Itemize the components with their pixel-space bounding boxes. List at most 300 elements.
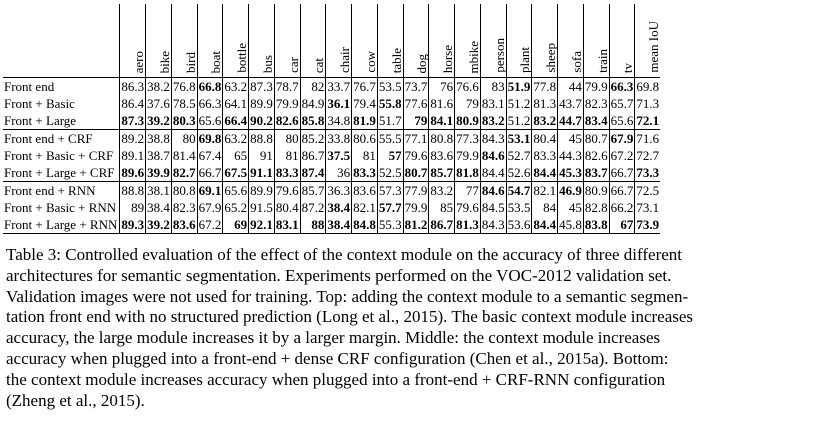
cell-value: 36 xyxy=(337,165,351,180)
cell-value: 82.1 xyxy=(353,200,376,215)
cell-value: 80.6 xyxy=(353,131,376,146)
table-cell xyxy=(609,199,635,216)
table-cell xyxy=(377,112,403,130)
cell-value: 77 xyxy=(465,183,479,198)
table-cell xyxy=(352,95,378,112)
table-cell xyxy=(377,130,403,148)
table-row xyxy=(3,130,660,148)
table-cell xyxy=(223,78,249,96)
column-header-label: cat xyxy=(311,57,327,73)
table-cell xyxy=(455,147,481,164)
table-row xyxy=(3,216,660,234)
table-cell xyxy=(197,147,223,164)
cell-value: 77.1 xyxy=(404,131,428,146)
table-cell xyxy=(249,112,275,130)
table-cell xyxy=(583,112,609,130)
table-cell xyxy=(249,130,275,148)
cell-value: 84.1 xyxy=(430,113,454,128)
cell-value: 76.6 xyxy=(456,79,479,94)
cell-value: 83.3 xyxy=(275,165,299,180)
cell-value: 79 xyxy=(465,96,479,111)
table-cell xyxy=(146,130,172,148)
cell-value: 76 xyxy=(440,79,454,94)
cell-value: 38.4 xyxy=(147,200,170,215)
cell-value: 67.2 xyxy=(610,148,634,163)
table-cell xyxy=(403,147,429,164)
cell-value: 81.2 xyxy=(404,217,428,232)
table-cell xyxy=(558,216,584,234)
table-cell xyxy=(480,216,506,234)
table-cell xyxy=(274,199,300,216)
cell-value: 38.1 xyxy=(147,183,170,198)
table-cell xyxy=(583,164,609,182)
table-cell xyxy=(480,182,506,200)
column-header-label: bike xyxy=(156,50,172,73)
cell-value: 83.1 xyxy=(481,96,505,111)
cell-value: 45.3 xyxy=(559,165,582,180)
cell-value: 43.7 xyxy=(559,96,582,111)
table-cell xyxy=(300,216,326,234)
mean-iou-cell xyxy=(635,199,660,216)
cell-value: 81 xyxy=(285,148,299,163)
cell-value: 85.7 xyxy=(430,165,454,180)
cell-value: 89.9 xyxy=(250,183,273,198)
table-cell xyxy=(326,199,352,216)
cell-value: 79 xyxy=(414,113,428,128)
table-cell xyxy=(532,147,558,164)
cell-value: 73.1 xyxy=(636,200,660,215)
column-header xyxy=(506,4,532,78)
table-cell xyxy=(583,78,609,96)
cell-value: 81.3 xyxy=(533,96,557,111)
cell-value: 80.3 xyxy=(172,113,196,128)
cell-value: 65.6 xyxy=(198,113,222,128)
column-header-label: aero xyxy=(131,50,147,73)
cell-value: 80.4 xyxy=(275,200,299,215)
cell-value: 84.5 xyxy=(481,200,505,215)
table-cell xyxy=(120,199,146,216)
table-cell xyxy=(583,182,609,200)
table-cell xyxy=(377,147,403,164)
table-cell xyxy=(197,164,223,182)
table-cell xyxy=(609,130,635,148)
column-header xyxy=(455,4,481,78)
mean-iou-cell xyxy=(635,182,660,200)
cell-value: 53.5 xyxy=(378,79,402,94)
table-cell xyxy=(120,216,146,234)
cell-value: 67 xyxy=(620,217,634,232)
cell-value: 67.9 xyxy=(198,200,222,215)
table-cell xyxy=(120,112,146,130)
table-cell xyxy=(146,164,172,182)
cell-value: 77.8 xyxy=(533,79,557,94)
table-cell xyxy=(146,147,172,164)
table-cell xyxy=(377,199,403,216)
column-header-label: person xyxy=(491,38,507,73)
table-cell xyxy=(326,78,352,96)
table-cell xyxy=(377,78,403,96)
column-header-label: sheep xyxy=(543,43,559,73)
cell-value: 65.7 xyxy=(610,96,634,111)
cell-value: 63.2 xyxy=(224,131,248,146)
table-cell xyxy=(506,182,532,200)
table-cell xyxy=(352,182,378,200)
cell-value: 45 xyxy=(568,131,582,146)
cell-value: 84.8 xyxy=(353,217,376,232)
cell-value: 55.5 xyxy=(378,131,402,146)
cell-value: 85.7 xyxy=(301,183,325,198)
column-header xyxy=(223,4,249,78)
mean-iou-cell xyxy=(635,147,660,164)
cell-value: 38.4 xyxy=(327,217,351,232)
cell-value: 51.2 xyxy=(507,113,531,128)
table-cell xyxy=(532,112,558,130)
table-cell xyxy=(480,112,506,130)
table-cell xyxy=(532,199,558,216)
table-cell xyxy=(120,130,146,148)
table-cell xyxy=(429,95,455,112)
cell-value: 66.3 xyxy=(610,79,634,94)
cell-value: 80.7 xyxy=(584,131,608,146)
column-header xyxy=(197,4,223,78)
table-cell xyxy=(480,164,506,182)
row-label: Front end + CRF xyxy=(3,130,120,148)
column-header xyxy=(120,4,146,78)
cell-value: 90.2 xyxy=(250,113,273,128)
table-cell xyxy=(300,112,326,130)
table-cell xyxy=(171,147,197,164)
table-cell xyxy=(403,95,429,112)
cell-value: 88.8 xyxy=(121,183,145,198)
table-cell xyxy=(326,130,352,148)
table-cell xyxy=(223,164,249,182)
table-cell xyxy=(558,130,584,148)
cell-value: 65.2 xyxy=(224,200,248,215)
table-cell xyxy=(455,130,481,148)
table-cell xyxy=(197,216,223,234)
cell-value: 81.8 xyxy=(456,165,479,180)
table-cell xyxy=(171,164,197,182)
cell-value: 77.3 xyxy=(456,131,479,146)
cell-value: 83.1 xyxy=(275,217,299,232)
cell-value: 86.7 xyxy=(301,148,325,163)
table-cell xyxy=(352,164,378,182)
column-header xyxy=(377,4,403,78)
table-cell xyxy=(429,164,455,182)
table-cell xyxy=(197,182,223,200)
cell-value: 83.7 xyxy=(584,165,608,180)
table-cell xyxy=(274,95,300,112)
row-label: Front + Large xyxy=(3,112,120,130)
column-header xyxy=(635,4,660,78)
cell-value: 80 xyxy=(182,131,196,146)
column-header xyxy=(532,4,558,78)
table-cell xyxy=(274,216,300,234)
table-cell xyxy=(480,78,506,96)
table-cell xyxy=(455,112,481,130)
column-header-label: chair xyxy=(337,47,353,73)
table-cell xyxy=(558,147,584,164)
cell-value: 80.7 xyxy=(404,165,428,180)
cell-value: 82.6 xyxy=(275,113,299,128)
cell-value: 84 xyxy=(543,200,557,215)
cell-value: 80.8 xyxy=(430,131,454,146)
table-cell xyxy=(532,95,558,112)
cell-value: 72.1 xyxy=(636,113,660,128)
column-header xyxy=(249,4,275,78)
table-cell xyxy=(506,95,532,112)
table-cell xyxy=(609,78,635,96)
cell-value: 72.5 xyxy=(636,183,660,198)
table-cell xyxy=(274,182,300,200)
table-cell xyxy=(146,78,172,96)
table-cell xyxy=(352,112,378,130)
cell-value: 82.3 xyxy=(172,200,196,215)
cell-value: 57 xyxy=(388,148,402,163)
column-header xyxy=(326,4,352,78)
table-cell xyxy=(146,112,172,130)
table-cell xyxy=(403,78,429,96)
cell-value: 86.4 xyxy=(121,96,145,111)
table-cell xyxy=(197,112,223,130)
cell-value: 83.8 xyxy=(584,217,608,232)
table-cell xyxy=(223,216,249,234)
caption-line: accuracy, the large module increases it by a larger margin. Middle: the context module increases xyxy=(6,328,661,348)
cell-value: 79.4 xyxy=(353,96,376,111)
row-label: Front + Basic xyxy=(3,95,120,112)
table-cell xyxy=(120,147,146,164)
cell-value: 37.5 xyxy=(327,148,351,163)
cell-value: 87.3 xyxy=(250,79,273,94)
cell-value: 65 xyxy=(234,148,248,163)
row-label: Front end xyxy=(3,78,120,96)
column-header-label: horse xyxy=(440,44,456,73)
table-cell xyxy=(480,199,506,216)
table-cell xyxy=(558,78,584,96)
cell-value: 86.3 xyxy=(121,79,145,94)
cell-value: 83.6 xyxy=(353,183,376,198)
mean-iou-cell xyxy=(635,164,660,182)
cell-value: 52.7 xyxy=(507,148,531,163)
column-header-label: table xyxy=(388,47,404,73)
cell-value: 54.7 xyxy=(507,183,531,198)
cell-value: 44 xyxy=(568,79,582,94)
table-cell xyxy=(352,130,378,148)
table-cell xyxy=(429,182,455,200)
cell-value: 34.8 xyxy=(327,113,351,128)
table-cell xyxy=(480,147,506,164)
table-row xyxy=(3,78,660,96)
cell-value: 83.4 xyxy=(584,113,608,128)
header-corner xyxy=(3,4,120,78)
table-cell xyxy=(326,216,352,234)
table-cell xyxy=(326,182,352,200)
cell-value: 91.1 xyxy=(250,165,273,180)
table-cell xyxy=(171,216,197,234)
cell-value: 77.9 xyxy=(404,183,428,198)
table-caption xyxy=(6,245,834,411)
cell-value: 66.2 xyxy=(610,200,634,215)
cell-value: 52.5 xyxy=(378,165,402,180)
cell-value: 66.7 xyxy=(610,165,634,180)
table-cell xyxy=(403,164,429,182)
cell-value: 79.9 xyxy=(275,96,299,111)
column-header-label: tv xyxy=(620,62,636,73)
table-cell xyxy=(120,78,146,96)
cell-value: 84.6 xyxy=(481,148,505,163)
column-header-label: cow xyxy=(362,51,378,73)
cell-value: 37.6 xyxy=(147,96,170,111)
table-row xyxy=(3,182,660,200)
cell-value: 73.3 xyxy=(636,165,660,180)
cell-value: 80.8 xyxy=(172,183,196,198)
table-row xyxy=(3,199,660,216)
mean-iou-cell xyxy=(635,216,660,234)
cell-value: 76.8 xyxy=(172,79,196,94)
table-cell xyxy=(146,182,172,200)
row-label: Front + Basic + RNN xyxy=(3,199,120,216)
cell-value: 73.7 xyxy=(404,79,428,94)
table-cell xyxy=(377,216,403,234)
column-header xyxy=(171,4,197,78)
table-cell xyxy=(583,95,609,112)
cell-value: 79.9 xyxy=(404,200,428,215)
column-header-label: mbike xyxy=(465,40,481,73)
table-cell xyxy=(480,95,506,112)
table-cell xyxy=(120,182,146,200)
cell-value: 57.3 xyxy=(378,183,402,198)
table-cell xyxy=(609,112,635,130)
cell-value: 69.1 xyxy=(198,183,222,198)
table-cell xyxy=(352,78,378,96)
table-cell xyxy=(532,164,558,182)
cell-value: 69.8 xyxy=(636,79,660,94)
table-cell xyxy=(403,182,429,200)
table-cell xyxy=(300,95,326,112)
table-cell xyxy=(583,216,609,234)
table-cell xyxy=(403,130,429,148)
cell-value: 81.6 xyxy=(430,96,454,111)
cell-value: 84.4 xyxy=(533,217,557,232)
cell-value: 87.3 xyxy=(121,113,145,128)
cell-value: 53.6 xyxy=(507,217,531,232)
table-cell xyxy=(223,95,249,112)
table-header-row xyxy=(3,4,660,78)
column-header-label: train xyxy=(594,49,610,73)
cell-value: 83 xyxy=(491,79,505,94)
cell-value: 87.4 xyxy=(301,165,325,180)
cell-value: 66.4 xyxy=(224,113,248,128)
table-cell xyxy=(429,78,455,96)
cell-value: 83.2 xyxy=(430,183,454,198)
table-cell xyxy=(455,164,481,182)
table-cell xyxy=(146,199,172,216)
cell-value: 84.9 xyxy=(301,96,325,111)
cell-value: 83.2 xyxy=(481,113,505,128)
cell-value: 89 xyxy=(131,200,145,215)
table-cell xyxy=(249,216,275,234)
cell-value: 44.7 xyxy=(559,113,582,128)
table-cell xyxy=(455,182,481,200)
row-label: Front end + RNN xyxy=(3,182,120,200)
table-cell xyxy=(274,130,300,148)
cell-value: 67.4 xyxy=(198,148,222,163)
cell-value: 88 xyxy=(311,217,325,232)
table-cell xyxy=(532,216,558,234)
table-body xyxy=(3,78,660,234)
cell-value: 33.7 xyxy=(327,79,351,94)
cell-value: 38.4 xyxy=(327,200,351,215)
cell-value: 67.5 xyxy=(224,165,248,180)
table-row xyxy=(3,95,660,112)
cell-value: 79.6 xyxy=(275,183,299,198)
cell-value: 89.2 xyxy=(121,131,145,146)
cell-value: 84.3 xyxy=(481,131,505,146)
table-cell xyxy=(326,95,352,112)
table-cell xyxy=(300,130,326,148)
cell-value: 51.7 xyxy=(378,113,402,128)
table-cell xyxy=(403,199,429,216)
cell-value: 89.6 xyxy=(121,165,145,180)
cell-value: 72.7 xyxy=(636,148,660,163)
cell-value: 92.1 xyxy=(250,217,273,232)
cell-value: 66.7 xyxy=(610,183,634,198)
cell-value: 39.2 xyxy=(147,217,170,232)
table-cell xyxy=(146,216,172,234)
cell-value: 53.5 xyxy=(507,200,531,215)
cell-value: 69 xyxy=(234,217,248,232)
table-cell xyxy=(352,199,378,216)
cell-value: 67.9 xyxy=(610,131,634,146)
table-cell xyxy=(558,112,584,130)
table-cell xyxy=(120,164,146,182)
cell-value: 82.7 xyxy=(172,165,196,180)
table-cell xyxy=(300,164,326,182)
table-cell xyxy=(249,164,275,182)
cell-value: 39.9 xyxy=(147,165,170,180)
cell-value: 66.3 xyxy=(198,96,222,111)
table-cell xyxy=(223,199,249,216)
cell-value: 51.2 xyxy=(507,96,531,111)
cell-value: 64.1 xyxy=(224,96,248,111)
cell-value: 53.1 xyxy=(507,131,531,146)
cell-value: 79.6 xyxy=(404,148,428,163)
table-cell xyxy=(223,147,249,164)
column-header-label: dog xyxy=(414,53,430,73)
cell-value: 69.8 xyxy=(198,131,222,146)
table-cell xyxy=(326,147,352,164)
table-cell xyxy=(377,95,403,112)
table-cell xyxy=(532,78,558,96)
column-header xyxy=(480,4,506,78)
cell-value: 80.9 xyxy=(584,183,608,198)
table-cell xyxy=(429,199,455,216)
cell-value: 91.5 xyxy=(250,200,273,215)
column-header-label: mean IoU xyxy=(646,21,662,73)
table-cell xyxy=(171,78,197,96)
cell-value: 78.5 xyxy=(172,96,196,111)
table-cell xyxy=(377,182,403,200)
table-cell xyxy=(480,130,506,148)
cell-value: 38.7 xyxy=(147,148,170,163)
cell-value: 55.3 xyxy=(378,217,402,232)
cell-value: 36.3 xyxy=(327,183,351,198)
table-cell xyxy=(171,95,197,112)
cell-value: 38.8 xyxy=(147,131,170,146)
cell-value: 88.8 xyxy=(250,131,273,146)
column-header-label: bird xyxy=(182,52,198,73)
cell-value: 81.4 xyxy=(172,148,196,163)
